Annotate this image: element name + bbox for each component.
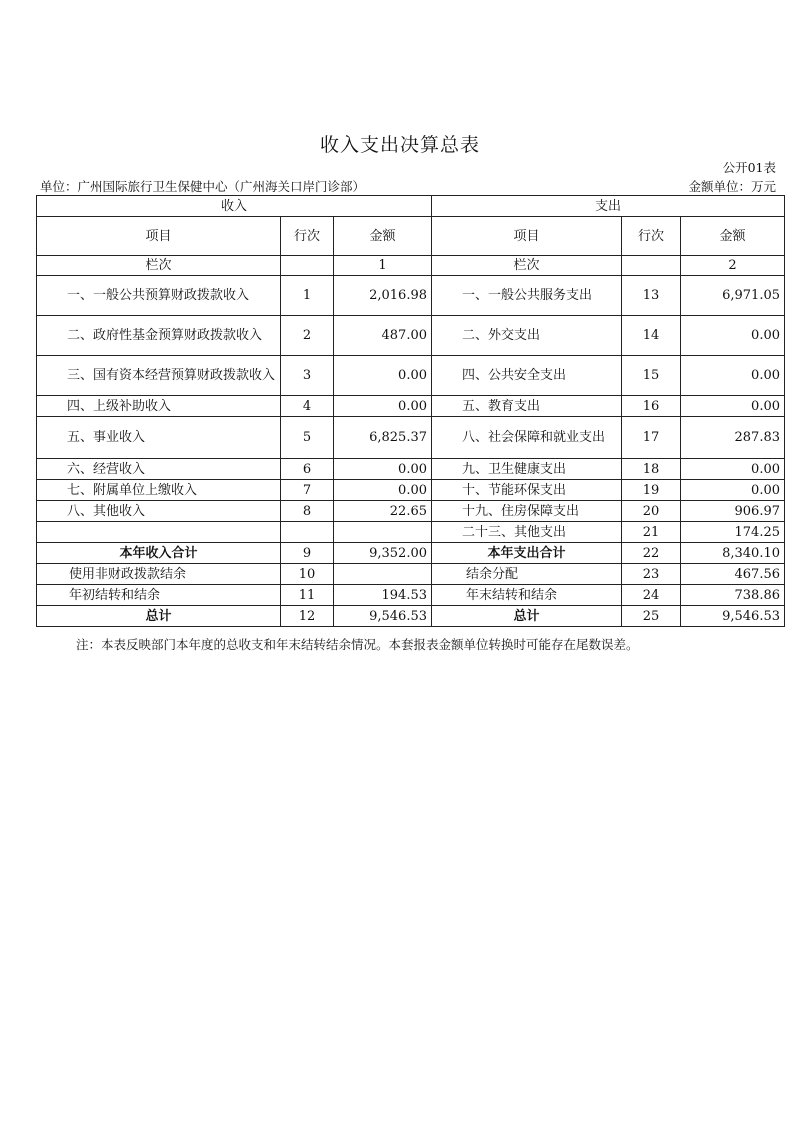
grand-total-row	[37, 606, 785, 627]
expense-amount: 0.00	[681, 316, 785, 356]
expense-row-no: 19	[622, 480, 681, 501]
income-item: 三、国有资本经营预算财政拨款收入	[37, 356, 281, 396]
income-amount: 2,016.98	[334, 276, 432, 316]
expense-item: 四、公共安全支出	[432, 356, 622, 396]
income-item: 年初结转和结余	[37, 585, 281, 606]
expense-row-no: 15	[622, 356, 681, 396]
income-row-no: 8	[281, 501, 334, 522]
income-amount: 6,825.37	[334, 417, 432, 459]
expense-amount: 8,340.10	[681, 543, 785, 564]
expense-row-no: 22	[622, 543, 681, 564]
table-row	[37, 459, 785, 480]
expense-item: 九、卫生健康支出	[432, 459, 622, 480]
income-item: 五、事业收入	[37, 417, 281, 459]
income-amount: 0.00	[334, 459, 432, 480]
income-row-no: 9	[281, 543, 334, 564]
income-amount-header: 金额	[334, 217, 432, 256]
income-item	[37, 522, 281, 543]
expense-item-header: 项目	[432, 217, 622, 256]
income-row-no	[281, 522, 334, 543]
expense-amount: 906.97	[681, 501, 785, 522]
income-amount: 0.00	[334, 396, 432, 417]
expense-column-number: 2	[681, 256, 785, 276]
expense-amount-header: 金额	[681, 217, 785, 256]
expense-amount: 0.00	[681, 396, 785, 417]
income-row-no: 10	[281, 564, 334, 585]
expense-amount: 0.00	[681, 480, 785, 501]
expense-item: 二、外交支出	[432, 316, 622, 356]
income-column-label: 栏次	[37, 256, 281, 276]
income-item: 总计	[37, 606, 281, 627]
table-row	[37, 564, 785, 585]
expense-amount: 738.86	[681, 585, 785, 606]
income-row-no: 6	[281, 459, 334, 480]
income-row-no: 1	[281, 276, 334, 316]
income-item: 六、经营收入	[37, 459, 281, 480]
year-total-row	[37, 543, 785, 564]
money-unit: 金额单位：万元	[688, 179, 776, 194]
income-amount: 0.00	[334, 356, 432, 396]
income-row-no-header: 行次	[281, 217, 334, 256]
expense-item: 本年支出合计	[432, 543, 622, 564]
income-section-header: 收入	[37, 196, 432, 217]
income-row-no: 3	[281, 356, 334, 396]
expense-item: 结余分配	[432, 564, 622, 585]
expense-row-no-header: 行次	[622, 217, 681, 256]
expense-item: 五、教育支出	[432, 396, 622, 417]
expense-item: 总计	[432, 606, 622, 627]
expense-row-no: 23	[622, 564, 681, 585]
expense-row-no: 14	[622, 316, 681, 356]
income-item-header: 项目	[37, 217, 281, 256]
income-item: 四、上级补助收入	[37, 396, 281, 417]
table-row	[37, 501, 785, 522]
table-row	[37, 356, 785, 396]
expense-amount: 9,546.53	[681, 606, 785, 627]
table-row	[37, 480, 785, 501]
expense-amount: 467.56	[681, 564, 785, 585]
expense-row-no: 16	[622, 396, 681, 417]
form-code: 公开01表	[722, 160, 776, 175]
income-row-no: 7	[281, 480, 334, 501]
expense-amount: 0.00	[681, 459, 785, 480]
expense-row-no: 24	[622, 585, 681, 606]
income-amount: 9,546.53	[334, 606, 432, 627]
income-amount: 9,352.00	[334, 543, 432, 564]
expense-row-no: 21	[622, 522, 681, 543]
table-row	[37, 417, 785, 459]
expense-amount: 0.00	[681, 356, 785, 396]
income-row-no: 2	[281, 316, 334, 356]
income-item: 二、政府性基金预算财政拨款收入	[37, 316, 281, 356]
income-amount: 0.00	[334, 480, 432, 501]
income-amount: 22.65	[334, 501, 432, 522]
table-row	[37, 316, 785, 356]
expense-row-no: 13	[622, 276, 681, 316]
table-row	[37, 585, 785, 606]
report-title: 收入支出决算总表	[319, 134, 480, 156]
expense-row-no: 25	[622, 606, 681, 627]
expense-amount: 174.25	[681, 522, 785, 543]
expense-item: 二十三、其他支出	[432, 522, 622, 543]
empty-cell	[281, 256, 334, 276]
table-row	[37, 522, 785, 543]
income-row-no: 4	[281, 396, 334, 417]
income-row-no: 5	[281, 417, 334, 459]
expense-item: 十九、住房保障支出	[432, 501, 622, 522]
expense-item: 年末结转和结余	[432, 585, 622, 606]
income-item: 本年收入合计	[37, 543, 281, 564]
income-row-no: 11	[281, 585, 334, 606]
income-row-no: 12	[281, 606, 334, 627]
expense-amount: 6,971.05	[681, 276, 785, 316]
expense-amount: 287.83	[681, 417, 785, 459]
income-amount	[334, 564, 432, 585]
table-row	[37, 396, 785, 417]
income-column-number: 1	[334, 256, 432, 276]
income-amount: 194.53	[334, 585, 432, 606]
income-item: 七、附属单位上缴收入	[37, 480, 281, 501]
expense-item: 八、社会保障和就业支出	[432, 417, 622, 459]
expense-row-no: 20	[622, 501, 681, 522]
income-item: 一、一般公共预算财政拨款收入	[37, 276, 281, 316]
income-amount: 487.00	[334, 316, 432, 356]
income-item: 八、其他收入	[37, 501, 281, 522]
table-row	[37, 276, 785, 316]
expense-section-header: 支出	[432, 196, 785, 217]
expense-item: 一、一般公共服务支出	[432, 276, 622, 316]
income-item: 使用非财政拨款结余	[37, 564, 281, 585]
expense-row-no: 18	[622, 459, 681, 480]
income-amount	[334, 522, 432, 543]
empty-cell	[622, 256, 681, 276]
expense-row-no: 17	[622, 417, 681, 459]
reporting-unit: 单位：广州国际旅行卫生保健中心（广州海关口岸门诊部）	[40, 179, 366, 194]
expense-item: 十、节能环保支出	[432, 480, 622, 501]
footnote: 注：本表反映部门本年度的总收支和年末结转结余情况。本套报表金额单位转换时可能存在尾数误差。	[76, 637, 639, 652]
income-expense-table	[36, 195, 785, 627]
expense-column-label: 栏次	[432, 256, 622, 276]
